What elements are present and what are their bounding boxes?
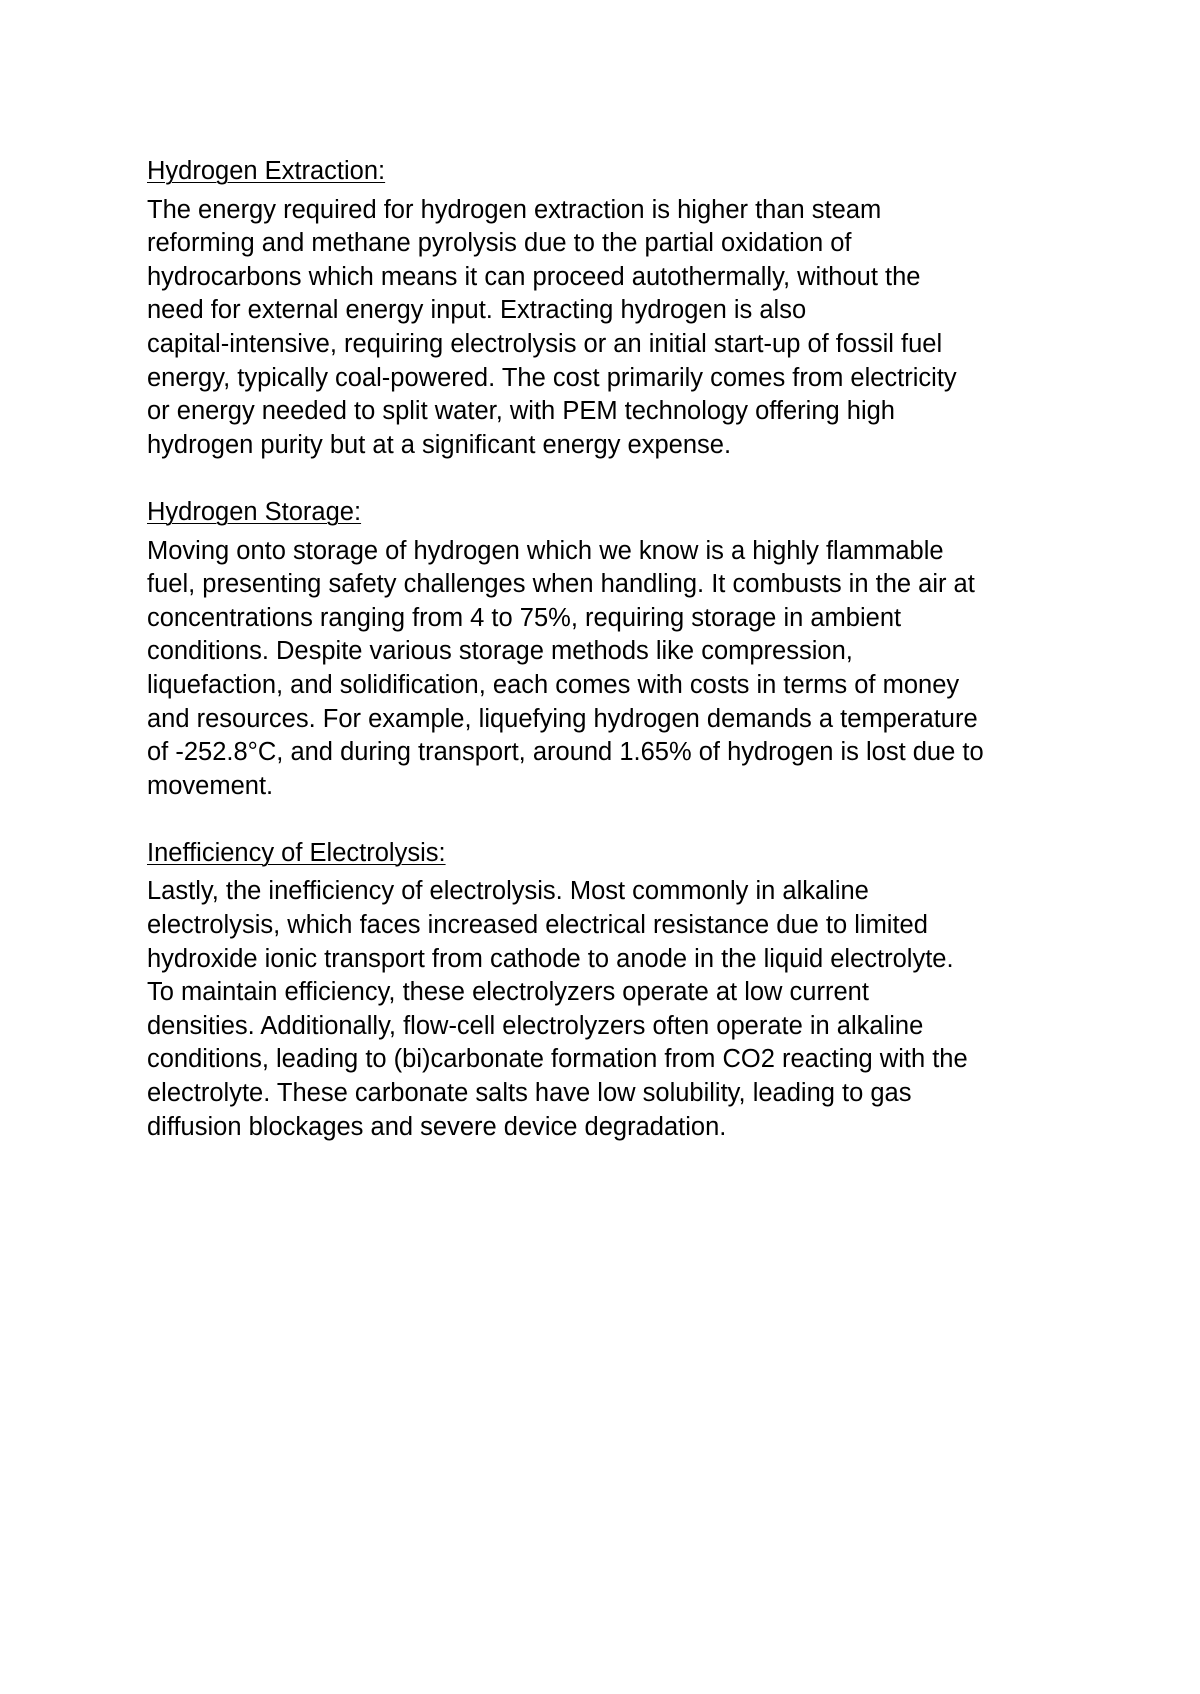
paragraph-line: Moving onto storage of hydrogen which we know is a highly flammable	[147, 536, 944, 565]
paragraph-line: and resources. For example, liquefying hydrogen demands a temperature	[147, 704, 978, 733]
paragraph-line: electrolysis, which faces increased electrical resistance due to limited	[147, 911, 928, 940]
section-paragraph	[147, 194, 1077, 463]
paragraph-line: densities. Additionally, flow-cell electrolyzers often operate in alkaline	[147, 1011, 924, 1040]
section-inefficiency-of-electrolysis	[147, 837, 1077, 1144]
paragraph-line: fuel, presenting safety challenges when handling. It combusts in the air at	[147, 570, 975, 599]
section-heading: Hydrogen Extraction:	[147, 157, 386, 185]
paragraph-line: energy, typically coal-powered. The cost primarily comes from electricity	[147, 363, 957, 392]
section-hydrogen-extraction	[147, 155, 1077, 462]
paragraph-line: diffusion blockages and severe device degradation.	[147, 1112, 727, 1141]
document-body	[147, 155, 1077, 1178]
paragraph-line: electrolyte. These carbonate salts have low solubility, leading to gas	[147, 1079, 912, 1108]
paragraph-line: or energy needed to split water, with PEM technology offering high	[147, 397, 895, 426]
section-heading: Hydrogen Storage:	[147, 497, 362, 526]
paragraph-line: hydrogen purity but at a significant energy expense.	[147, 430, 732, 459]
paragraph-line: of -252.8°C, and during transport, around 1.65% of hydrogen is lost due to	[147, 738, 984, 767]
paragraph-line: liquefaction, and solidification, each comes with costs in terms of money	[147, 670, 960, 699]
paragraph-line: hydrocarbons which means it can proceed autothermally, without the	[147, 262, 921, 291]
paragraph-line: To maintain efficiency, these electrolyzers operate at low current	[147, 978, 869, 1007]
paragraph-line: Lastly, the inefficiency of electrolysis. Most commonly in alkaline	[147, 877, 869, 906]
section-paragraph	[147, 875, 1077, 1144]
paragraph-line: need for external energy input. Extracting hydrogen is also	[147, 296, 807, 325]
paragraph-line: movement.	[147, 771, 274, 800]
paragraph-line: hydroxide ionic transport from cathode to anode in the liquid electrolyte.	[147, 944, 954, 973]
paragraph-line: reforming and methane pyrolysis due to the partial oxidation of	[147, 229, 852, 258]
section-paragraph	[147, 535, 1077, 804]
section-heading: Inefficiency of Electrolysis:	[147, 838, 446, 867]
paragraph-line: conditions. Despite various storage methods like compression,	[147, 637, 853, 666]
paragraph-line: capital-intensive, requiring electrolysis or an initial start-up of fossil fuel	[147, 329, 943, 358]
section-hydrogen-storage	[147, 496, 1077, 803]
paragraph-line: conditions, leading to (bi)carbonate formation from CO2 reacting with the	[147, 1045, 968, 1074]
paragraph-line: concentrations ranging from 4 to 75%, requiring storage in ambient	[147, 603, 902, 632]
paragraph-line: The energy required for hydrogen extraction is higher than steam	[147, 195, 882, 224]
